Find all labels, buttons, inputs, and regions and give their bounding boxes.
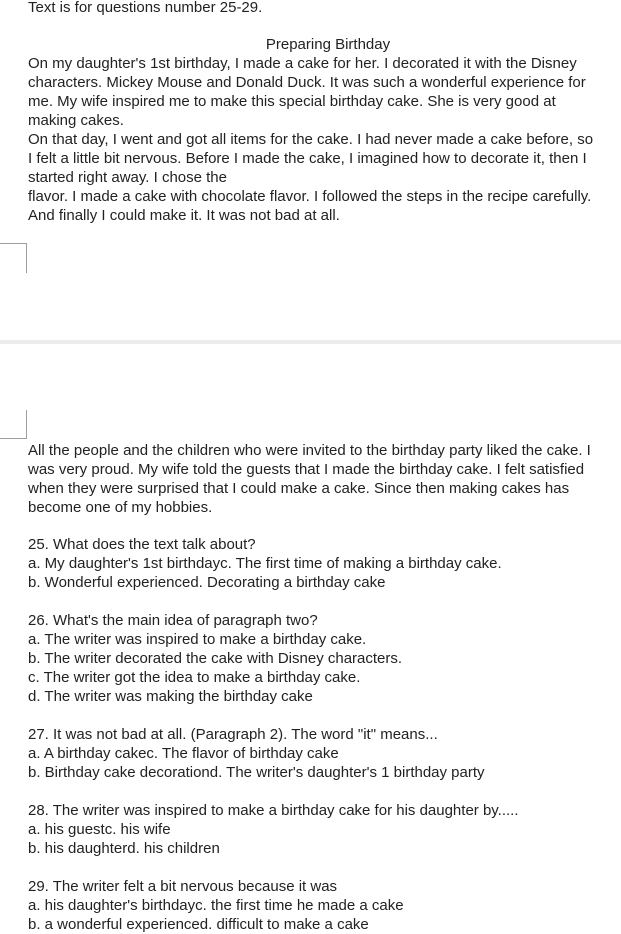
paragraph-line: was very proud. My wife told the guests that I made the birthday cake. I felt satisfied [28,461,585,478]
question-text: 28. The writer was inspired to make a birthday cake for his daughter by..... [28,802,519,819]
page-corner-mark [0,243,27,273]
question-text: 27. It was not bad at all. (Paragraph 2). The word "it" means... [28,726,438,743]
answer-option: a. The writer was inspired to make a birthday cake. [28,631,367,648]
answer-option: d. The writer was making the birthday cake [28,688,313,705]
article-title-block [28,35,621,54]
paragraph-line: I felt a little bit nervous. Before I made the cake, I imagined how to decorate it, then I [28,150,587,167]
paragraph-2 [28,130,621,225]
answer-option: b. Birthday cake decorationd. The writer's daughter's 1 birthday party [28,764,485,781]
intro-text [28,0,621,17]
paragraph-1 [28,54,621,130]
paragraph-line: started right away. I chose the [28,169,227,186]
answer-option: b. a wonderful experienced. difficult to make a cake [28,916,369,933]
question-27 [28,725,621,782]
paragraph-line: And finally I could make it. It was not bad at all. [28,207,340,224]
paragraph-line: All the people and the children who were invited to the birthday party liked the cake. I [28,442,591,459]
answer-option: b. The writer decorated the cake with Disney characters. [28,650,403,667]
question-29 [28,877,621,934]
page-corner-mark [0,410,27,439]
article-title: Preparing Birthday [265,36,391,53]
answer-option: a. A birthday cakec. The flavor of birthday cake [28,745,339,762]
answer-option: a. his daughter's birthdayc. the first time he made a cake [28,897,404,914]
question-28 [28,801,621,858]
question-text: 26. What's the main idea of paragraph two? [28,612,318,629]
paragraph-line: become one of my hobbies. [28,499,213,516]
question-25 [28,535,621,592]
answer-option: b. Wonderful experienced. Decorating a birthday cake [28,574,386,591]
paragraph-3 [28,441,621,517]
answer-option: c. The writer got the idea to make a birthday cake. [28,669,361,686]
answer-option: b. his daughterd. his children [28,840,220,857]
paragraph-line: when they were surprised that I could make a cake. Since then making cakes has [28,480,570,497]
paragraph-line: making cakes. [28,112,124,129]
paragraph-line: flavor. I made a cake with chocolate flavor. I followed the steps in the recipe carefully. [28,188,592,205]
question-26 [28,611,621,706]
paragraph-line: characters. Mickey Mouse and Donald Duck. It was such a wonderful experience for [28,74,586,91]
paragraph-line: me. My wife inspired me to make this special birthday cake. She is very good at [28,93,556,110]
paragraph-line: On that day, I went and got all items for the cake. I had never made a cake before, so [28,131,594,148]
answer-option: a. My daughter's 1st birthdayc. The first time of making a birthday cake. [28,555,502,572]
answer-option: a. his guestc. his wife [28,821,171,838]
question-text: 25. What does the text talk about? [28,536,256,553]
intro-line: Text is for questions number 25-29. [28,0,263,16]
page-divider [0,340,621,344]
paragraph-line: On my daughter's 1st birthday, I made a cake for her. I decorated it with the Disney [28,55,577,72]
question-text: 29. The writer felt a bit nervous because it was [28,878,338,895]
